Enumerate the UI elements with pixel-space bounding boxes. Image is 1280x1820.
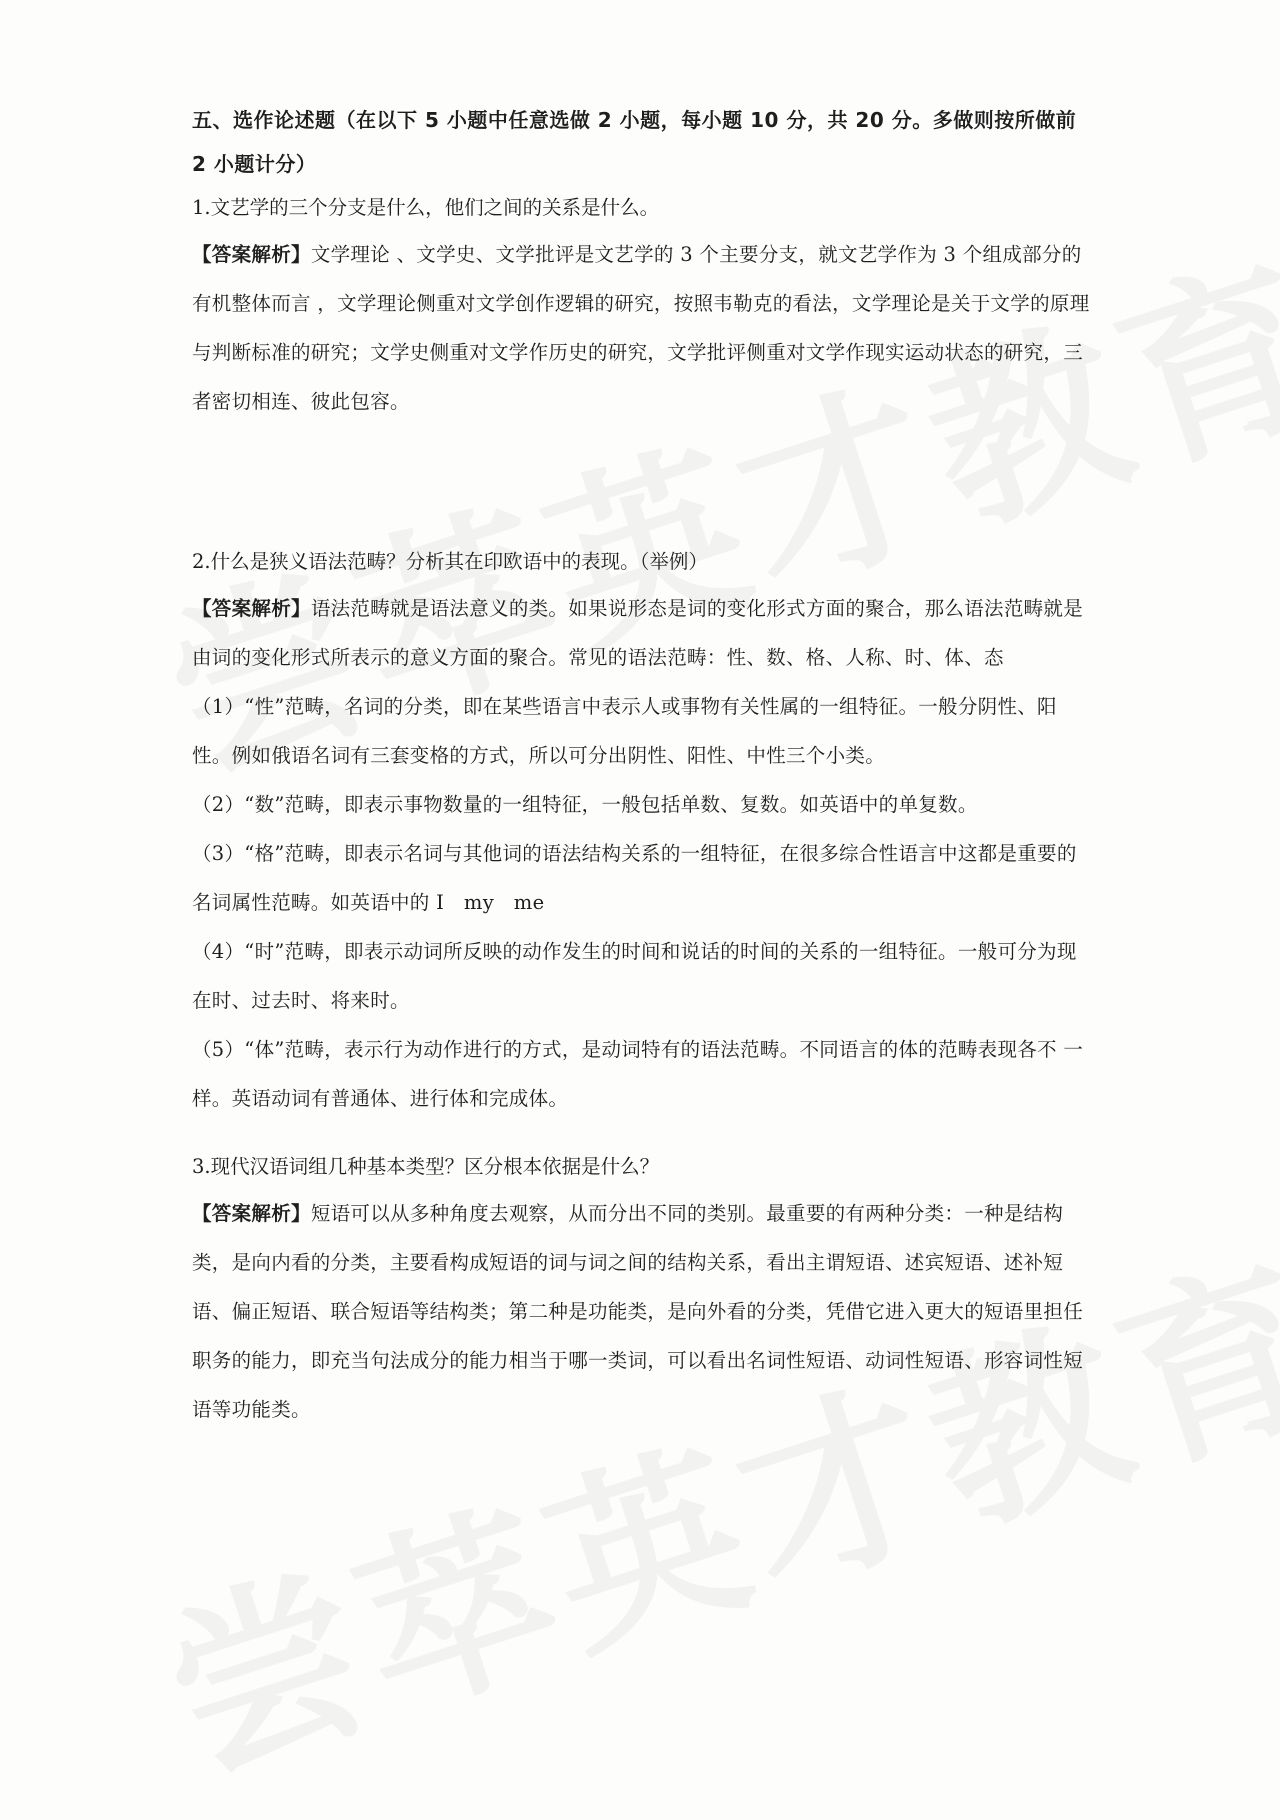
answer-text: 短语可以从多种角度去观察，从而分出不同的类别。最重要的有两种分类：一种是结构类，是向内看的分类，主要看构成短语的词与词之间的结构关系，看出主谓短语、述宾短语、述补短语、偏正短语、联合短语等结构类；第二种是功能类，是向外看的分类，凭借它进入更大的短语里担任职务的能力，即充当句法成分的能力相当于哪一类词，可以看出名词性短语、动词性短语、形容词性短语等功能类。: [192, 1202, 1084, 1421]
document-page: [192, 98, 1092, 1434]
answer-text: 文学理论 、文学史、文学批评是文艺学的 3 个主要分支，就文艺学作为 3 个组成部分的有机整体而言 ，文学理论侧重对文学创作逻辑的研究，按照韦勒克的看法，文学理论是关于文学的原理与判断标准的研究；文学史侧重对文学作历史的研究，文学批评侧重对文学作现实运动状态的研究，三者密切相连、彼此包容。: [192, 243, 1090, 413]
question-3: [192, 1145, 1092, 1434]
answer-label: 【答案解析】: [192, 243, 311, 266]
list-item: （1）“性”范畴，名词的分类，即在某些语言中表示人或事物有关性属的一组特征。一般分阴性、阳性。例如俄语名词有三套变格的方式，所以可分出阴性、阳性、中性三个小类。: [192, 695, 1057, 767]
question-title: 1.文艺学的三个分支是什么，他们之间的关系是什么。: [192, 196, 660, 219]
answer-paragraph: [192, 230, 1092, 426]
question-title: 2.什么是狭义语法范畴？分析其在印欧语中的表现。（举例）: [192, 550, 708, 573]
answer-paragraph: [192, 584, 1092, 682]
answer-label: 【答案解析】: [192, 597, 311, 620]
list-item: （4）“时”范畴，即表示动词所反映的动作发生的时间和说话的时间的关系的一组特征。一般可分为现在时、过去时、将来时。: [192, 940, 1077, 1012]
question-1: [192, 186, 1092, 426]
list-item: （5）“体”范畴，表示行为动作进行的方式，是动词特有的语法范畴。不同语言的体的范畴表现各不 一样。英语动词有普通体、进行体和完成体。: [192, 1038, 1084, 1110]
answer-label: 【答案解析】: [192, 1202, 311, 1225]
answer-paragraph: [192, 1189, 1092, 1434]
list-item: （2）“数”范畴，即表示事物数量的一组特征，一般包括单数、复数。如英语中的单复数。: [192, 793, 978, 816]
list-item: （3）“格”范畴，即表示名词与其他词的语法结构关系的一组特征，在很多综合性语言中这都是重要的名词属性范畴。如英语中的 I my me: [192, 842, 1077, 914]
section-heading: 五、选作论述题（在以下 5 小题中任意选做 2 小题，每小题 10 分，共 20 分。多做则按所做前 2 小题计分）: [192, 108, 1077, 176]
question-2: [192, 540, 1092, 1123]
answer-text: 语法范畴就是语法意义的类。如果说形态是词的变化形式方面的聚合，那么语法范畴就是由词的变化形式所表示的意义方面的聚合。常见的语法范畴：性、数、格、人称、时、体、态: [192, 597, 1084, 669]
question-title: 3.现代汉语词组几种基本类型？区分根本依据是什么？: [192, 1155, 660, 1178]
